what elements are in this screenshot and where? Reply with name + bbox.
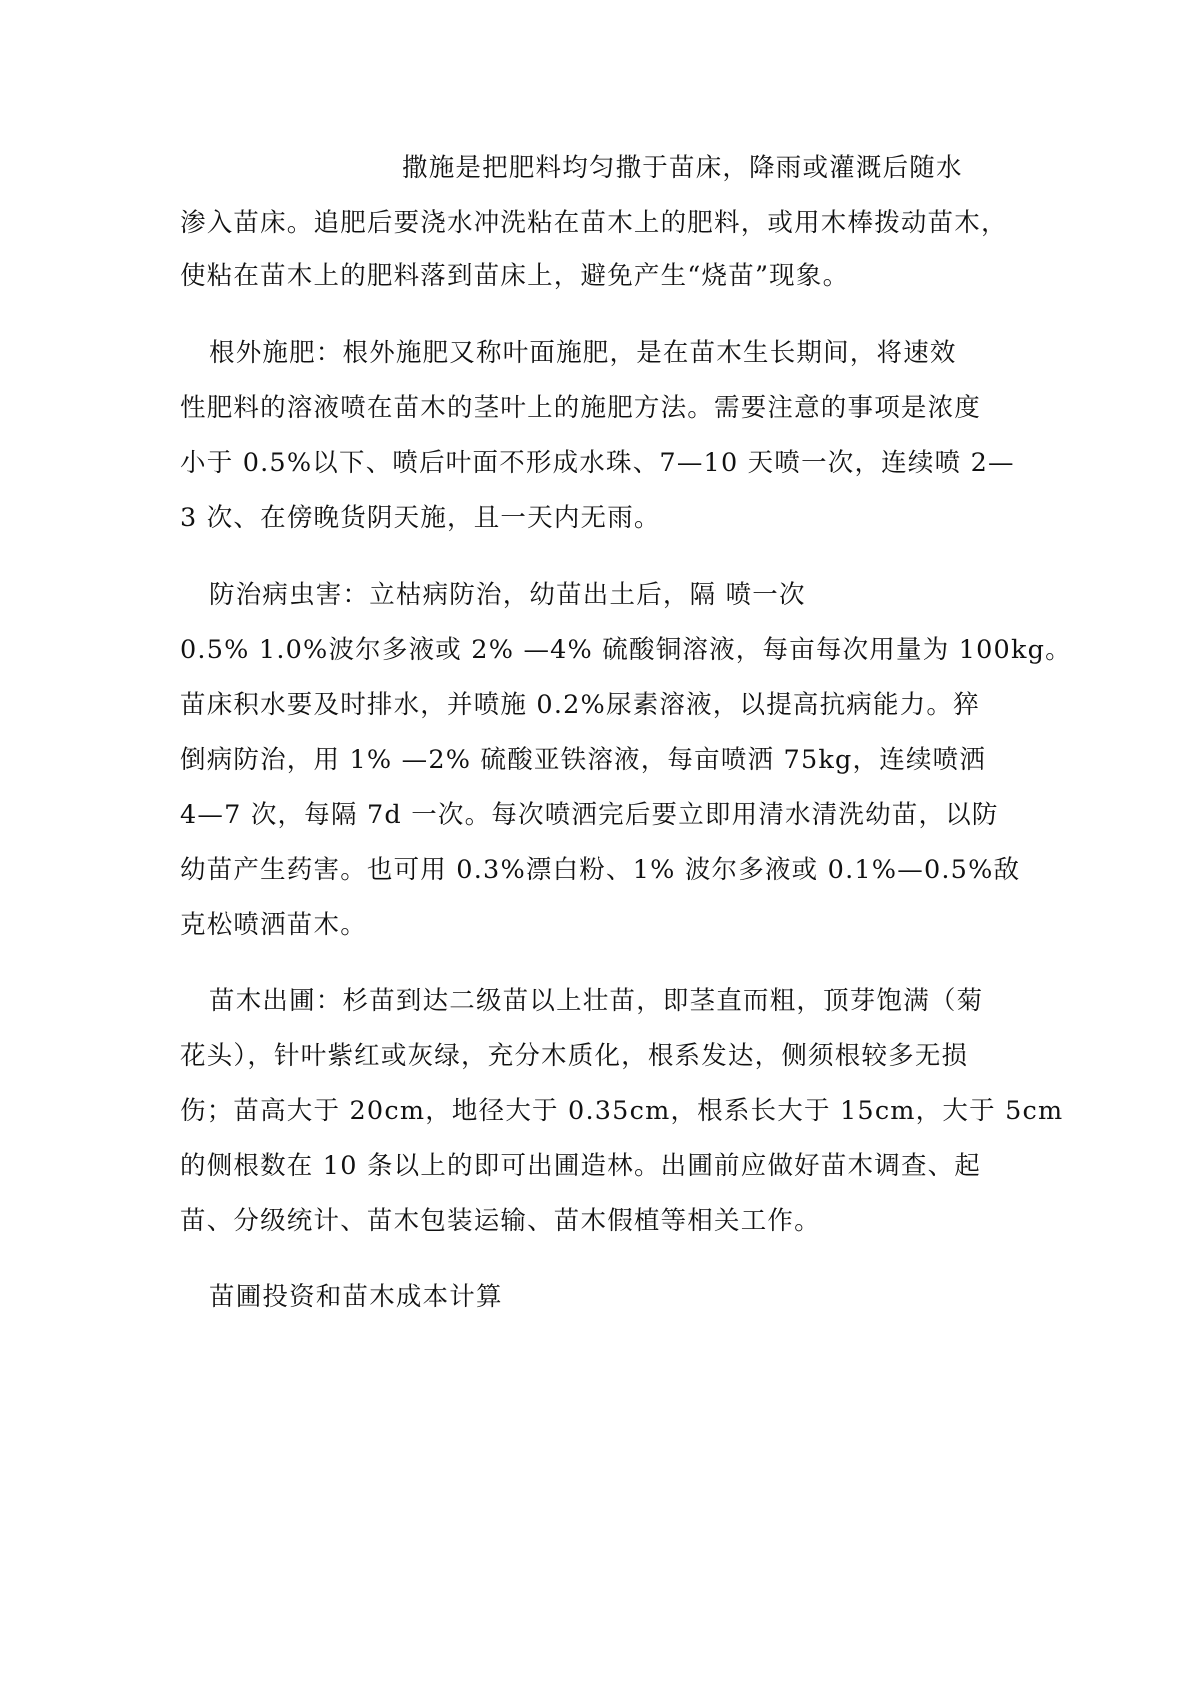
paragraph-line: 克松喷洒苗木。: [180, 910, 367, 940]
paragraph-line: 苗床积水要及时排水，并喷施 0.2%尿素溶液，以提高抗病能力。猝: [180, 690, 980, 720]
paragraph-line: 4—7 次，每隔 7d 一次。每次喷洒完后要立即用清水清洗幼苗，以防: [180, 800, 999, 830]
paragraph-line: 伤；苗高大于 20cm，地径大于 0.35cm，根系长大于 15cm，大于 5cm: [180, 1096, 1064, 1126]
paragraph-line: 小于 0.5%以下、喷后叶面不形成水珠、7—10 天喷一次，连续喷 2—: [180, 448, 1015, 478]
section-heading: 苗圃投资和苗木成本计算: [209, 1282, 503, 1312]
paragraph-line: 苗木出圃：杉苗到达二级苗以上壮苗，即茎直而粗，顶芽饱满（菊: [209, 986, 984, 1016]
paragraph-line: 的侧根数在 10 条以上的即可出圃造林。出圃前应做好苗木调查、起: [180, 1151, 982, 1181]
paragraph-line: 3 次、在傍晚货阴天施，且一天内无雨。: [180, 503, 661, 533]
paragraph-line: 幼苗产生药害。也可用 0.3%漂白粉、1% 波尔多液或 0.1%—0.5%敌: [180, 855, 1021, 885]
paragraph-line: 使粘在苗木上的肥料落到苗床上，避免产生“烧苗”现象。: [180, 261, 850, 291]
paragraph-line: 性肥料的溶液喷在苗木的茎叶上的施肥方法。需要注意的事项是浓度: [180, 393, 982, 423]
paragraph-line: 渗入苗床。追肥后要浇水冲洗粘在苗木上的肥料，或用木棒拨动苗木，: [180, 208, 1008, 238]
paragraph-line: 根外施肥：根外施肥又称叶面施肥，是在苗木生长期间，将速效: [209, 338, 957, 368]
paragraph-line: 0.5% 1.0%波尔多液或 2% —4% 硫酸铜溶液，每亩每次用量为 100kg。: [180, 635, 1072, 665]
paragraph-line: 撒施是把肥料均匀撒于苗床，降雨或灌溉后随水: [402, 153, 963, 183]
paragraph-line: 防治病虫害：立枯病防治，幼苗出土后，隔 喷一次: [209, 580, 806, 610]
paragraph-line: 苗、分级统计、苗木包装运输、苗木假植等相关工作。: [180, 1206, 821, 1236]
paragraph-line: 倒病防治，用 1% —2% 硫酸亚铁溶液，每亩喷洒 75kg，连续喷洒: [180, 745, 987, 775]
paragraph-line: 花头），针叶紫红或灰绿，充分木质化，根系发达，侧须根较多无损: [180, 1041, 969, 1071]
